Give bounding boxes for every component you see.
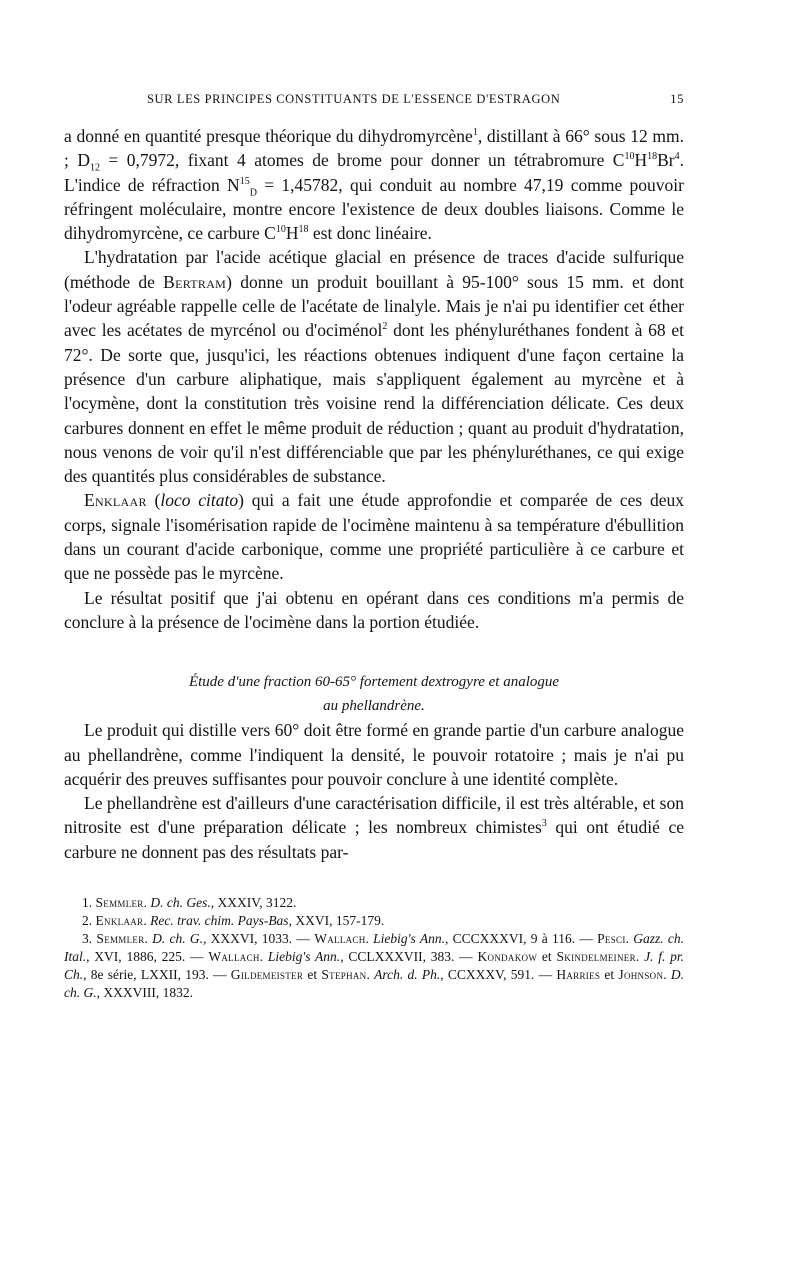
footnote-ref-3: 3 [541,818,547,830]
paragraph-3: Enklaar (loco citato) qui a fait une étude approfondie et comparée de ces deux corps, signale l'isomérisation rapide de l'ocimène maintenu à sa température d'ébullition dans un courant d'acide carbonique, comme une propriété particulière à ce carbure et que ne possède pas le myrcène. [64,490,685,584]
page-number: 15 [670,92,684,106]
footnote-2: 2. Enklaar. Rec. trav. chim. Pays-Bas, XXVI, 157-179. [82,913,385,929]
body-text [64,124,684,864]
paragraph-4: Le résultat positif que j'ai obtenu en opérant dans ces conditions m'a permis de conclure à la présence de l'ocimène dans la portion étudiée. [64,587,684,632]
page [64,88,684,1002]
footnote-ref-2: 2 [382,321,388,333]
paragraph-1: a donné en quantité presque théorique du dihydromyrcène$^1$, distillant à 66° sous 12 mm. ; $D_{12} = 0,7972$, fixant 4 atomes de brome pour donner un tétrabromure $C^{10}H^{18}Br^4$. L'indice de réfraction $N^{15}_D = 1,45782$, qui conduit au nombre 47,19 comme pouvoir réfringent moléculaire, montre encore l'existence de deux doubles liaisons. Comme le dihydromyrcène, ce carbure $C^{10}H^{18}$ est donc linéaire. [64,126,684,244]
section-heading: Étude d'une fraction 60-65° fortement dextrogyre et analogue au phellandrène. [188,674,560,715]
paragraph-5: Le produit qui distille vers 60° doit être formé en grande partie d'un carbure analogue au phellandrène, comme l'indiquent la densité, le pouvoir rotatoire ; mais je n'ai pu acquérir des preuves suffisantes pour pouvoir conclure à une identité complète. [64,720,684,789]
footnote-1: 1. Semmler. D. ch. Ges., XXXIV, 3122. [82,895,297,911]
footnotes [64,894,684,1002]
running-title: SUR LES PRINCIPES CONSTITUANTS DE L'ESSENCE D'ESTRAGON [147,92,561,106]
paragraph-6: Le phellandrène est d'ailleurs d'une caractérisation difficile, il est très altérable, et son nitrosite est d'une préparation délicate ; les nombreux chimistes$^3$ qui ont étudié ce carbure ne donnent pas des résultats par- [64,793,684,862]
paragraph-2: L'hydratation par l'acide acétique glacial en présence de traces d'acide sulfurique (méthode de Bertram) donne un produit bouillant à 95-100° sous 15 mm. et dont l'odeur agréable rappelle celle de l'acétate de linalyle. Mais je n'ai pu identifier cet éther avec les acétates de myrcénol ou d'ociménol$^2$ dont les phényluréthanes fondent à 68 et 72°. De sorte que, jusqu'ici, les réactions obtenues indiquent d'une façon certaine la présence d'un carbure aliphatique, mais s'appliquent également au myrcène et à l'ocymène, dont la constitution très voisine rend la différenciation délicate. Ces deux carbures donnent en effet le même produit de réduction ; quant au produit d'hydratation, nous venons de voir qu'il n'est différenciable que par les phényluréthanes, ce qui exige des quantités plus considérables de substance. [64,247,684,487]
footnote-3: 3. Semmler. D. ch. G., XXXVI, 1033. — Wallach. Liebig's Ann., CCCXXXVI, 9 à 116. — Pesci. Gazz. ch. Ital., XVI, 1886, 225. — Wallach. Liebig's Ann., CCLXXXVII, 383. — Kondakow et Skindelmeiner. J. f. pr. Ch., 8e série, LXXII, 193. — Gildemeister et Stephan. Arch. d. Ph., CCXXXV, 591. — Harries et Johnson. D. ch. G., XXXVIII, 1832. [64,931,685,1001]
running-head [64,88,684,112]
author-name: Bertram [163,271,227,292]
author-name: Enklaar [84,490,147,511]
footnote-ref-1: 1 [472,127,478,139]
